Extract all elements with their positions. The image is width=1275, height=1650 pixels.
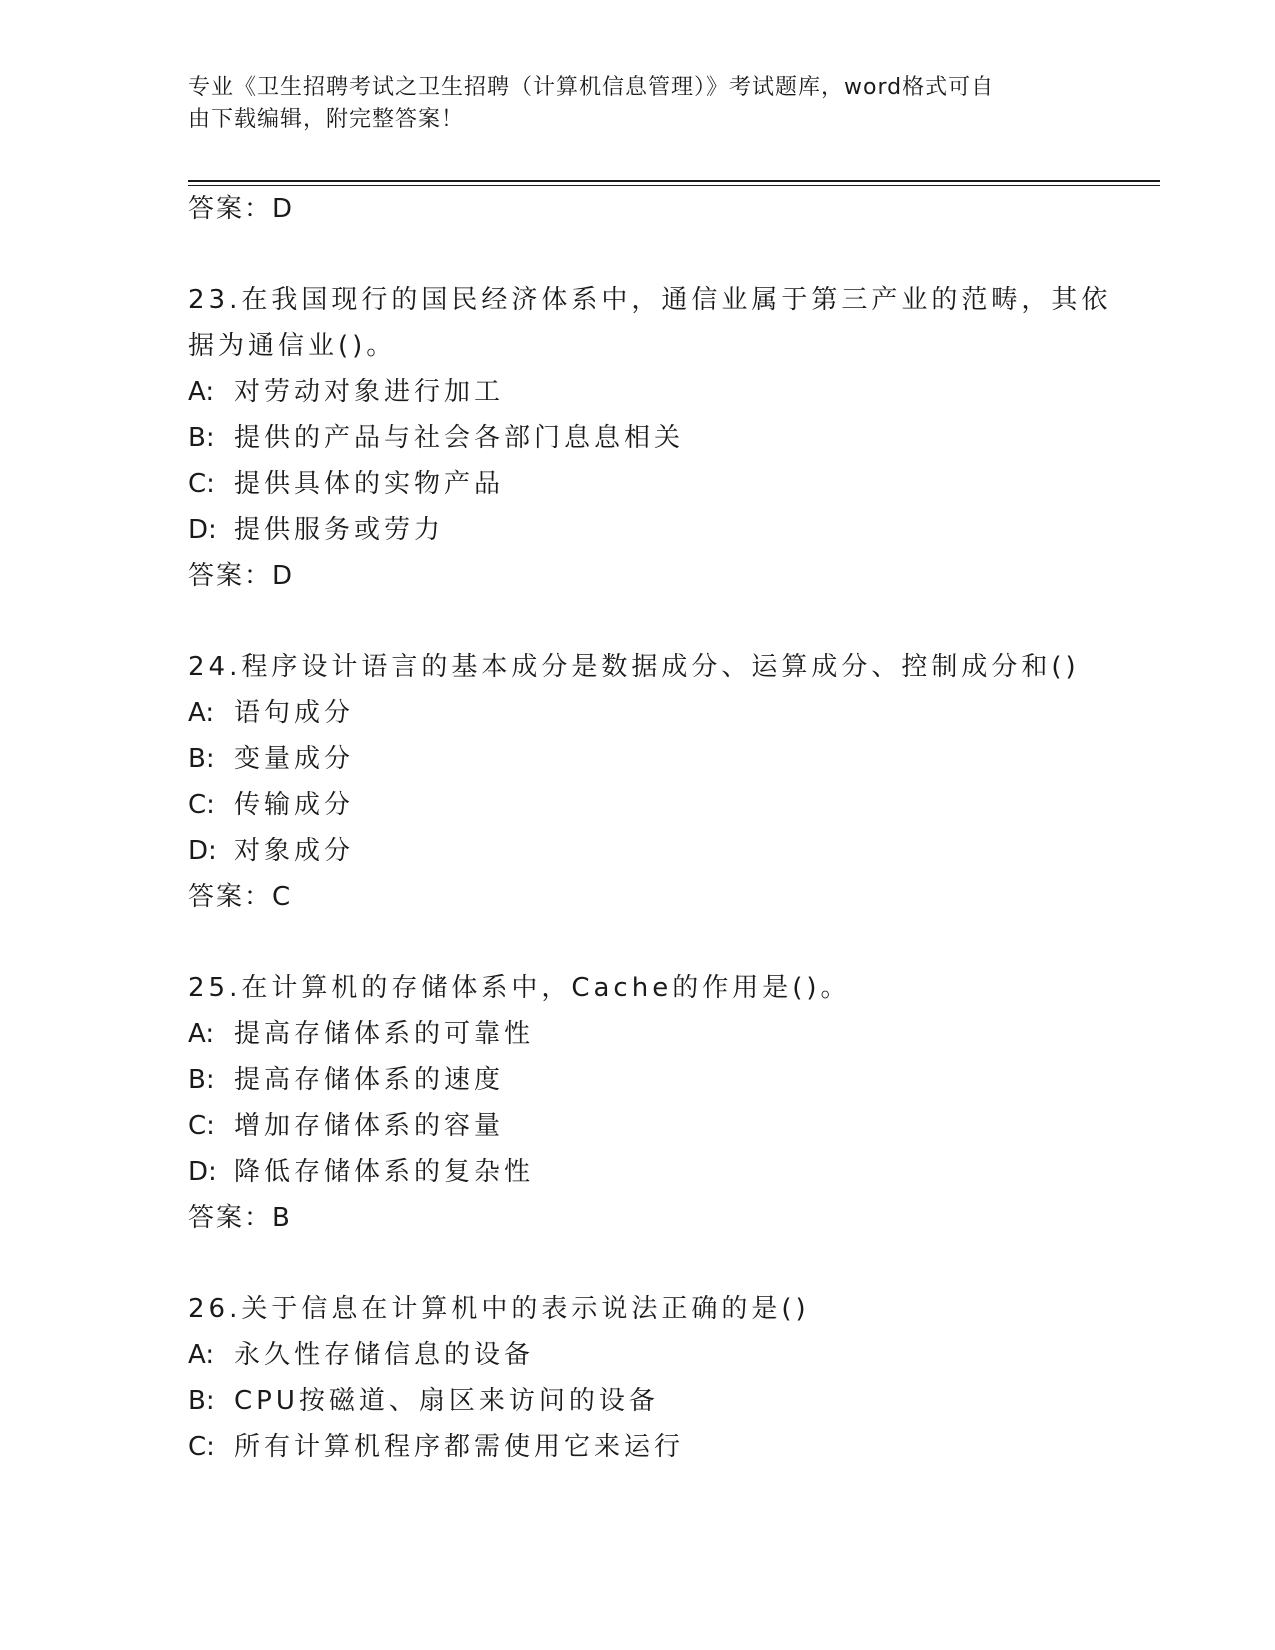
option-key: B:	[188, 744, 215, 774]
spacer	[188, 232, 1148, 277]
option-b	[188, 1378, 1148, 1424]
option-text: 提供的产品与社会各部门息息相关	[234, 423, 685, 453]
option-text: 传输成分	[234, 790, 355, 820]
option-b	[188, 736, 1148, 782]
option-text: 提供具体的实物产品	[234, 469, 505, 499]
option-key: C:	[188, 1432, 215, 1462]
option-c	[188, 461, 1148, 507]
question-block	[188, 1286, 1148, 1470]
option-text: 提高存储体系的可靠性	[234, 1019, 535, 1049]
option-a	[188, 690, 1148, 736]
question-block	[188, 965, 1148, 1241]
option-key: C:	[188, 469, 215, 499]
header-line-2: 由下载编辑，附完整答案！	[188, 107, 465, 132]
option-key: D:	[188, 836, 217, 866]
question-stem-line: 24.程序设计语言的基本成分是数据成分、运算成分、控制成分和()	[188, 652, 1080, 682]
question-stem-line: 据为通信业()。	[188, 331, 397, 361]
option-key: C:	[188, 790, 215, 820]
option-text: 降低存储体系的复杂性	[234, 1157, 535, 1187]
option-text: 增加存储体系的容量	[234, 1111, 505, 1141]
option-text: 对象成分	[234, 836, 355, 866]
answer-line: 答案：D	[188, 194, 295, 224]
option-c	[188, 782, 1148, 828]
option-text: 语句成分	[234, 698, 355, 728]
option-c	[188, 1424, 1148, 1470]
question-block	[188, 277, 1148, 599]
option-b	[188, 1057, 1148, 1103]
document-body	[188, 186, 1148, 1470]
header-divider	[188, 180, 1160, 182]
option-key: B:	[188, 423, 215, 453]
document-header	[188, 72, 1068, 136]
option-text: CPU按磁道、扇区来访问的设备	[234, 1386, 659, 1416]
answer-line: 答案：D	[188, 561, 295, 591]
option-key: B:	[188, 1386, 215, 1416]
option-text: 提高存储体系的速度	[234, 1065, 505, 1095]
option-key: C:	[188, 1111, 215, 1141]
option-d	[188, 828, 1148, 874]
question-block	[188, 644, 1148, 920]
option-key: D:	[188, 1157, 217, 1187]
spacer	[188, 920, 1148, 965]
answer-line: 答案：C	[188, 882, 293, 912]
option-text: 对劳动对象进行加工	[234, 377, 505, 407]
question-stem-line: 26.关于信息在计算机中的表示说法正确的是()	[188, 1294, 810, 1324]
answer-line: 答案：B	[188, 1203, 292, 1233]
option-d	[188, 507, 1148, 553]
option-b	[188, 415, 1148, 461]
spacer	[188, 1241, 1148, 1286]
option-d	[188, 1149, 1148, 1195]
question-stem-line: 25.在计算机的存储体系中，Cache的作用是()。	[188, 973, 851, 1003]
option-text: 提供服务或劳力	[234, 515, 445, 545]
option-key: D:	[188, 515, 217, 545]
option-a	[188, 369, 1148, 415]
question-stem-line: 23.在我国现行的国民经济体系中，通信业属于第三产业的范畴，其依	[188, 285, 1112, 315]
option-a	[188, 1332, 1148, 1378]
option-text: 变量成分	[234, 744, 355, 774]
option-key: B:	[188, 1065, 215, 1095]
option-key: A:	[188, 698, 215, 728]
option-text: 永久性存储信息的设备	[234, 1340, 535, 1370]
option-c	[188, 1103, 1148, 1149]
option-text: 所有计算机程序都需使用它来运行	[234, 1432, 685, 1462]
header-line-1: 专业《卫生招聘考试之卫生招聘（计算机信息管理）》考试题库，word格式可自	[188, 75, 995, 100]
option-key: A:	[188, 1340, 215, 1370]
option-key: A:	[188, 377, 215, 407]
spacer	[188, 599, 1148, 644]
option-a	[188, 1011, 1148, 1057]
option-key: A:	[188, 1019, 215, 1049]
